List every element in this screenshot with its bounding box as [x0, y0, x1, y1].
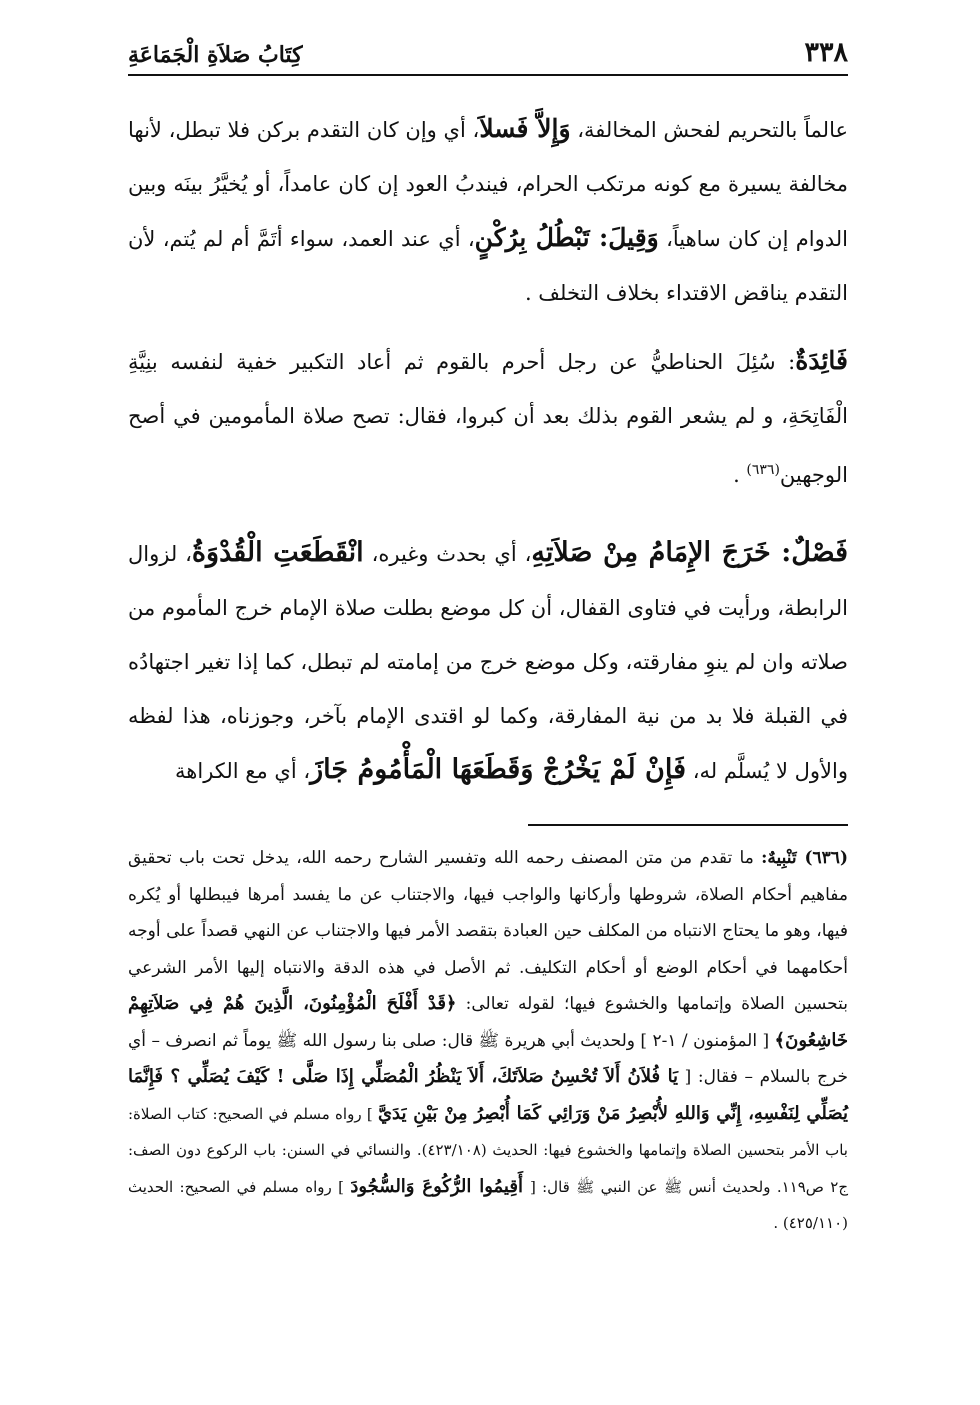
- footnote-text: ] رواه مسلم في الصحيح: الحديث (٤٢٥/١١٠) .: [128, 1177, 848, 1232]
- paragraph-2: [128, 334, 848, 502]
- fasl-heading: فَصْلٌ: خَرَجَ الإِمَامُ مِنْ صَلاَتِهِ: [531, 537, 848, 568]
- page-number: ٣٣٨: [804, 37, 848, 68]
- matn-emphasis: وَقِيلَ: تَبْطُلُ بِرُكْنٍ: [474, 223, 659, 252]
- hadith-text: أَقِيمُوا الرُّكُوعَ وَالسُّجُودَ: [350, 1175, 523, 1197]
- fa-ida-label: فَائِدَةٌ: [795, 346, 848, 375]
- paragraph-text: ، أي عند العمد، سواء أتَمَّ أم لم يُتم، لأن التقدم يناقض الاقتداء بخلاف التخلف .: [128, 227, 848, 305]
- paragraph-text: ، أي مع الكراهة: [175, 759, 311, 783]
- paragraph-text: ، أي وإن كان التقدم بركن فلا تبطل، لأنها مخالفة يسيرة مع كونه مرتكب الحرام، فيندبُ العود إن كان عامداً، أو يُخيَّرُ بينَه وبين الدوام إن كان ساهياً،: [128, 118, 848, 251]
- footnote-separator: [528, 824, 848, 826]
- paragraph-3: [128, 526, 848, 798]
- footnote-reference[interactable]: (٦٣٦): [746, 462, 780, 478]
- footnote-text: ما تقدم من متن المصنف رحمه الله وتفسير الشارح رحمه الله، يدخل تحت باب تحقيق مفاهيم أحكام الصلاة، شروطها وأركانها والواجب فيها، والاجتناب عن ما يفسد أمرها فيبطلها أو يُكره فيها، وهو ما يحتاج الانتباه من المكلف حين العبادة بتقصد الأمر فيها والاجتناب عن النهي قصداً على أوجه أحكامهما في أحكام الوضع أو أحكام التكليف. ثم الأصل في هذه الدقة والانتباه إليها الأمر الشرعي بتحسين الصلاة وإتمامها والخشوع فيها؛ لقوله تعالى:: [128, 848, 848, 1014]
- paragraph-text: ، أي بحدث وغيره،: [371, 542, 532, 566]
- quran-verse: ﴿قَدْ أَفْلَحَ الْمُؤْمِنُونَ، الَّذِينَ هُمْ فِي صَلاَتِهِمْ خَاشِعُونَ﴾: [128, 993, 848, 1051]
- matn-emphasis: انْقَطَعَتِ الْقُدْوَةُ: [191, 537, 364, 568]
- footnote-label: (٦٣٦) تَنْبِيهٌ:: [761, 848, 848, 868]
- paragraph-text: : سُئِلَ الحناطيُّ عن رجل أحرم بالقوم ثم أعاد التكبير خفية لنفسه بنِيَّةِ الْفَاتِحَةِ، و لم يشعر القوم بذلك بعد أن كبروا، فقال: تصح صلاة المأمومين في أصح الوجهين: [128, 350, 848, 487]
- running-title: كِتَابُ صَلاَةِ الْجَمَاعَةِ: [128, 42, 303, 68]
- paragraph-1: [128, 102, 848, 320]
- paragraph-text: .: [733, 463, 747, 487]
- footnote-text: [ المؤمنون / ١-٢ ] ولحديث أبي هريرة ﷺ قال: صلى بنا رسول الله ﷺ يوماً ثم انصرف – أي خرج بالسلام – فقال: [: [128, 1030, 848, 1087]
- hadith-text: يَا فُلاَنُ أَلاَ تُحْسِنُ صَلاَتَكَ، أَلاَ يَنْظُرُ الْمُصَلِّي إِذَا صَلَّى ! كَيْفَ يُصَلِّي ؟ فَإِنَّمَا يُصَلِّي لِنَفْسِهِ، إِنِّي وَاللهِ لأُبْصِرُ مَنْ وَرَائِي كَمَا أُبْصِرُ مِنْ بَيْنِ يَدَيَّ: [128, 1066, 848, 1124]
- matn-emphasis: فَإِنْ لَمْ يَخْرُجْ وَقَطَعَهَا الْمَأْمُومُ جَازَ: [310, 754, 687, 785]
- footnote-636: [128, 840, 848, 1242]
- matn-emphasis: وَإِلاَّ فَسلاَ: [479, 114, 571, 143]
- paragraph-text: عالماً بالتحريم لفحش المخالفة،: [577, 118, 849, 142]
- paragraph-text: ، لزوال الرابطة، ورأيت في فتاوى القفال، أن كل موضع بطلت صلاة الإمام خرج المأموم من صلاته وان لم ينوِ مفارقته، وكل موضع خرج من إمامته لم تبطل، كما إذا تغير اجتهادُه في القبلة فلا بد من نية المفارقة، وكما لو اقتدى الإمام بآخر، وجوزناه، هذا لفظه والأول لا يُسلَّم له،: [128, 542, 848, 783]
- page-header: [128, 30, 848, 76]
- footnote-text: ] رواه مسلم في الصحيح: كتاب الصلاة: باب الأمر بتحسين الصلاة وإتمامها والخشوع فيها: الحديث (٤٢٣/١٠٨). والنسائي في السنن: باب الركوع دون الصف: ج٢ ص١١٩. ولحديث أنس ﷺ عن النبي ﷺ قال: [: [128, 1104, 849, 1196]
